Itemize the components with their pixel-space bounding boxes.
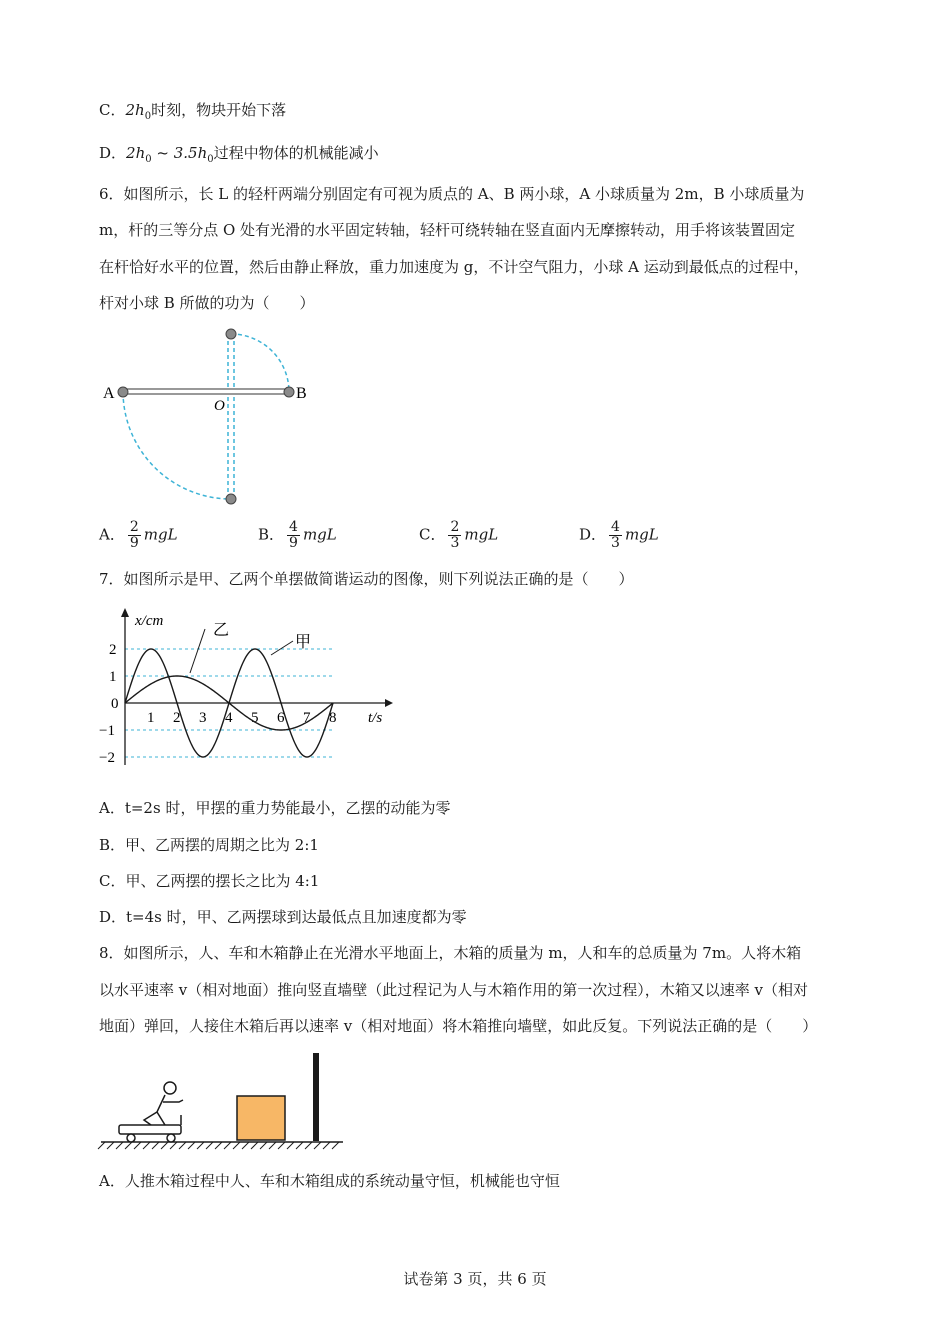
- x-axis-arrow: [385, 699, 393, 707]
- hatch-mark: [125, 1142, 132, 1149]
- x-tick-label: 3: [199, 710, 207, 726]
- hatch-mark: [170, 1142, 177, 1149]
- y-tick-label: −1: [99, 723, 115, 739]
- hatch-mark: [314, 1142, 321, 1149]
- q6-option-a: A． $\frac{2}{9}$ mgL: [99, 519, 178, 551]
- cart-wheel-right: [167, 1134, 175, 1142]
- q6-stem-line-2: m，杆的三等分点 O 处有光滑的水平固定转轴，轻杆可绕转轴在竖直面内无摩擦转动，用手将该装置固定: [99, 221, 796, 239]
- x-tick-label: 5: [251, 710, 259, 726]
- hatch-mark: [161, 1142, 168, 1149]
- q8-stem-line-3: 地面）弹回，人接住木箱后再以速率 v（相对地面）将木箱推向墙壁，如此反复。下列说法正确的是（ ）: [99, 1017, 818, 1035]
- hatch-mark: [152, 1142, 159, 1149]
- page-footer: 试卷第 3 页，共 6 页: [403, 1270, 547, 1288]
- q6-stem-line-3: 在杆恰好水平的位置，然后由静止释放，重力加速度为 g，不计空气阻力，小球 A 运动到最低点的过程中，: [99, 258, 809, 276]
- hatch-mark: [296, 1142, 303, 1149]
- ball-a-bottom: [226, 494, 236, 504]
- leader-jia: [271, 641, 293, 655]
- person-back-leg: [157, 1112, 165, 1125]
- x-tick-label: 2: [173, 710, 181, 726]
- hatch-mark: [260, 1142, 267, 1149]
- wall: [313, 1053, 319, 1141]
- wooden-box: [237, 1096, 285, 1140]
- x-tick-label: 4: [225, 710, 233, 726]
- y-axis-arrow: [121, 608, 129, 617]
- rod: [123, 389, 289, 394]
- chart-tick-labels: [99, 642, 337, 766]
- hatch-mark: [224, 1142, 231, 1149]
- series-label-jia: 甲: [295, 634, 312, 651]
- q6-option-c: C． $\frac{2}{3}$ mgL: [419, 519, 499, 551]
- q8-stem-line-2: 以水平速率 v（相对地面）推向竖直墙壁（此过程记为人与木箱作用的第一次过程），木箱又以速率 v（相对: [99, 981, 808, 999]
- label-o: O: [214, 398, 225, 414]
- q8-stem-line-1: 8．如图所示，人、车和木箱静止在光滑水平地面上，木箱的质量为 m，人和车的总质量为 7m。人将木箱: [99, 944, 802, 962]
- ball-b-top: [226, 329, 236, 339]
- hatch-mark: [134, 1142, 141, 1149]
- x-axis-label: t/s: [368, 710, 383, 726]
- hatch-mark: [233, 1142, 240, 1149]
- q8-option-a: A．人推木箱过程中人、车和木箱组成的系统动量守恒，机械能也守恒: [99, 1172, 560, 1190]
- q5-option-d: D．$2h_0$ ~ $3.5h_0$过程中物体的机械能减小: [99, 144, 379, 165]
- q7-oscillation-chart: [95, 605, 405, 775]
- hatch-mark: [242, 1142, 249, 1149]
- x-tick-label: 7: [303, 710, 311, 726]
- hatch-mark: [206, 1142, 213, 1149]
- hatch-mark: [107, 1142, 114, 1149]
- hatch-mark: [188, 1142, 195, 1149]
- person-head: [164, 1082, 176, 1094]
- x-tick-label: 6: [277, 710, 285, 726]
- hatch-mark: [197, 1142, 204, 1149]
- hatch-mark: [98, 1142, 105, 1149]
- q6-stem-line-4: 杆对小球 B 所做的功为（ ）: [99, 294, 315, 312]
- q7-option-c: C．甲、乙两摆的摆长之比为 4:1: [99, 872, 320, 890]
- person-arms: [163, 1100, 183, 1102]
- q6-stem-line-1: 6．如图所示，长 L 的轻杆两端分别固定有可视为质点的 A、B 两小球，A 小球质量为 2m，B 小球质量为: [99, 185, 805, 203]
- hatch-mark: [215, 1142, 222, 1149]
- cart-body: [119, 1125, 181, 1134]
- y-tick-label: 2: [109, 642, 117, 658]
- arc-b-path: [231, 334, 289, 392]
- q7-stem: 7．如图所示是甲、乙两个单摆做简谐运动的图像，则下列说法正确的是（ ）: [99, 570, 634, 588]
- ground-hatching: [98, 1142, 339, 1149]
- q5-option-c: C．$2h_0$时刻，物块开始下落: [99, 101, 287, 122]
- hatch-mark: [323, 1142, 330, 1149]
- chart-axes: [121, 608, 393, 765]
- y-tick-label: −2: [99, 750, 115, 766]
- q7-option-a: A．t=2s 时，甲摆的重力势能最小，乙摆的动能为零: [99, 799, 451, 817]
- hatch-mark: [269, 1142, 276, 1149]
- hatch-mark: [116, 1142, 123, 1149]
- hatch-mark: [179, 1142, 186, 1149]
- hatch-mark: [251, 1142, 258, 1149]
- cart-wheel-left: [127, 1134, 135, 1142]
- label-a: A: [103, 385, 115, 402]
- ball-b: [284, 387, 294, 397]
- hatch-mark: [278, 1142, 285, 1149]
- q8-cart-box-wall-figure: [99, 1050, 349, 1150]
- series-label-yi: 乙: [213, 622, 230, 639]
- label-b: B: [296, 385, 307, 402]
- q6-option-b: B． $\frac{4}{9}$ mgL: [258, 519, 337, 551]
- x-tick-label: 8: [329, 710, 337, 726]
- leader-yi: [190, 629, 205, 673]
- origin-label: 0: [111, 696, 119, 712]
- ball-a: [118, 387, 128, 397]
- x-tick-label: 1: [147, 710, 155, 726]
- y-tick-label: 1: [109, 669, 117, 685]
- hatch-mark: [305, 1142, 312, 1149]
- q6-rod-figure: [95, 322, 325, 512]
- q6-option-d: D． $\frac{4}{3}$ mgL: [579, 519, 659, 551]
- person-on-cart: [119, 1082, 183, 1142]
- q7-option-d: D．t=4s 时，甲、乙两摆球到达最低点且加速度都为零: [99, 908, 467, 926]
- hatch-mark: [287, 1142, 294, 1149]
- q7-option-b: B．甲、乙两摆的周期之比为 2:1: [99, 836, 319, 854]
- y-axis-label: x/cm: [135, 613, 164, 629]
- hatch-mark: [332, 1142, 339, 1149]
- hatch-mark: [143, 1142, 150, 1149]
